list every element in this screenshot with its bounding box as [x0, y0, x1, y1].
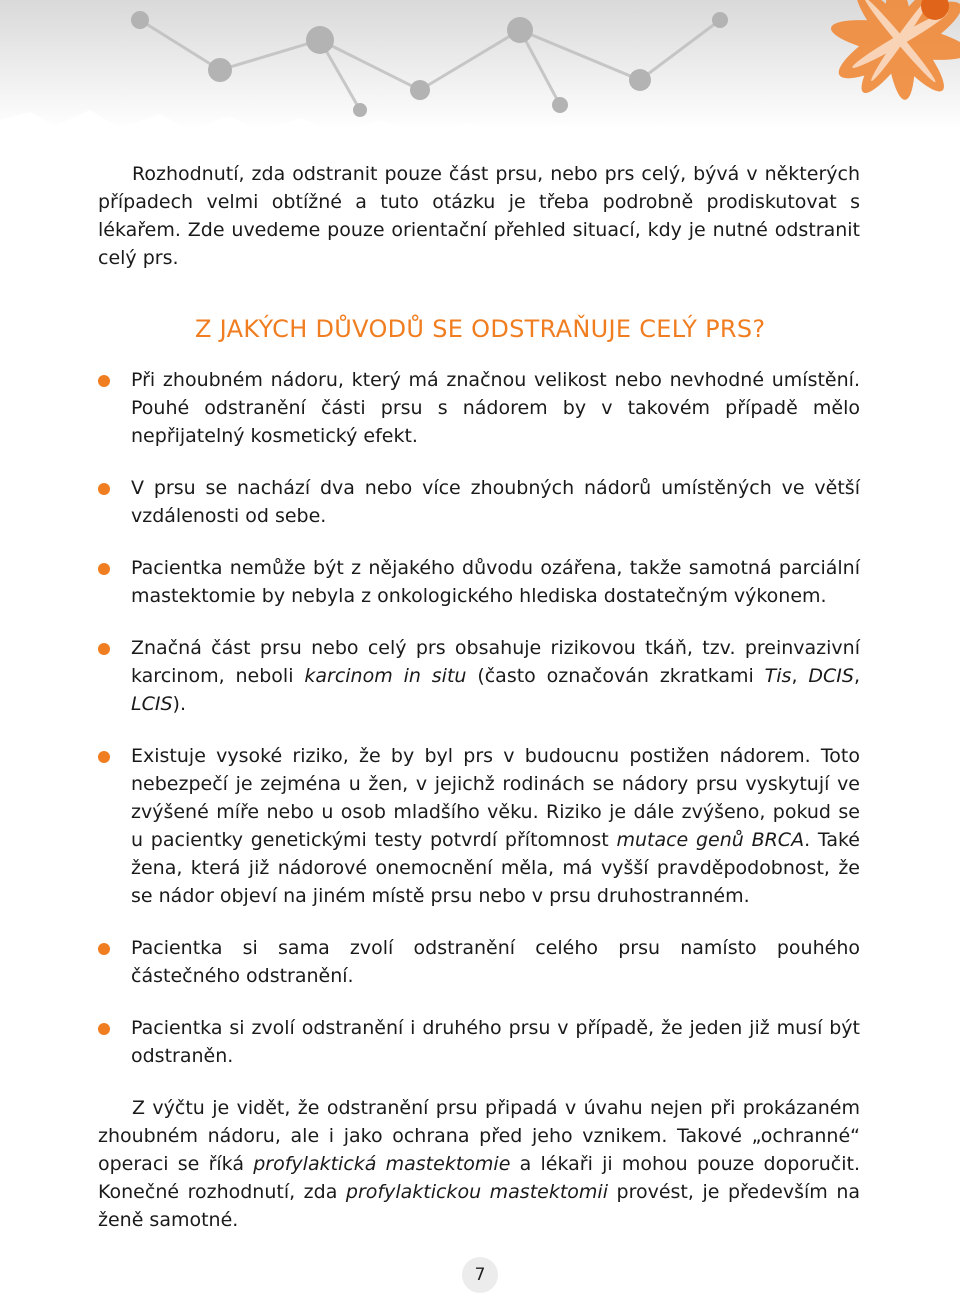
page-number: 7: [462, 1257, 498, 1293]
text-run: . Také žena, která již nádorové onemocnění měla, má vyšší pravděpodobnost, že se nádor objeví na jiném místě prsu nebo v prsu druhostranném.: [131, 829, 860, 907]
list-item: [98, 634, 860, 718]
bullet-dot-icon: [98, 751, 110, 763]
text-run: Z výčtu je vidět, že odstranění prsu připadá v úvahu nejen při prokázaném zhoubném nádoru, ale i jako ochrana před jeho vznikem. Takové „ochranné“ operaci se říká: [98, 1097, 860, 1175]
bullet-dot-icon: [98, 375, 110, 387]
italic-term: LCIS: [131, 693, 173, 715]
text-run: ).: [172, 693, 186, 715]
bullet-dot-icon: [98, 643, 110, 655]
bullet-dot-icon: [98, 483, 110, 495]
italic-term: profylaktická mastektomie: [253, 1153, 511, 1175]
header-decoration: [0, 0, 960, 170]
closing-paragraph: [98, 1094, 860, 1234]
bullet-dot-icon: [98, 1023, 110, 1035]
text-run: Existuje vysoké riziko, že by byl prs v budoucnu postižen nádorem. Toto nebezpečí je zejména u žen, v jejichž rodinách se nádory prsu vyskytují ve zvýšené míře nebo u osob mladšího věku. Riziko je dále zvýšeno, pokud se u pacientky genetickými testy potvrdí přítomnost: [131, 745, 860, 851]
text-run: a lékaři ji mohou pouze doporučit. Konečné rozhodnutí, zda: [98, 1153, 860, 1203]
list-item: [98, 474, 860, 530]
text-run: Pacientka si zvolí odstranění i druhého prsu v případě, že jeden již musí být odstraněn.: [131, 1017, 860, 1067]
list-item: [98, 1014, 860, 1070]
italic-term: DCIS: [808, 665, 854, 687]
section-title: Z JAKÝCH DŮVODŮ SE ODSTRAŇUJE CELÝ PRS?: [195, 315, 766, 343]
text-run: Pacientka si sama zvolí odstranění celého prsu namísto pouhého částečného odstranění.: [131, 937, 860, 987]
text-run: ,: [791, 665, 809, 687]
bullet-dot-icon: [98, 563, 110, 575]
list-item: [98, 742, 860, 910]
page-content: [98, 160, 860, 1234]
text-run: ,: [853, 665, 860, 687]
intro-paragraph: Rozhodnutí, zda odstranit pouze část prsu, nebo prs celý, bývá v některých případech velmi obtížné a tuto otázku je třeba podrobně prodiskutovat s lékařem. Zde uvedeme pouze orientační přehled situací, kdy je nutné odstranit celý prs.: [98, 163, 860, 269]
italic-term: profylaktickou mastektomii: [345, 1181, 608, 1203]
list-item: [98, 366, 860, 450]
list-item: [98, 934, 860, 990]
text-run: Značná část prsu nebo celý prs obsahuje rizikovou tkáň, tzv. preinvazivní karcinom, neboli: [131, 637, 860, 687]
italic-term: karcinom in situ: [304, 665, 467, 687]
italic-term: mutace genů BRCA: [616, 829, 805, 851]
italic-term: Tis: [764, 665, 792, 687]
text-run: Při zhoubném nádoru, který má značnou velikost nebo nevhodné umístění. Pouhé odstranění části prsu s nádorem by v takovém případě mělo nepřijatelný kosmetický efekt.: [131, 369, 860, 447]
bullet-dot-icon: [98, 943, 110, 955]
reasons-list: [98, 366, 860, 1070]
list-item: [98, 554, 860, 610]
text-run: V prsu se nachází dva nebo více zhoubných nádorů umístěných ve větší vzdálenosti od sebe.: [131, 477, 860, 527]
text-run: provést, je především na ženě samotné.: [98, 1181, 860, 1231]
text-run: Pacientka nemůže být z nějakého důvodu ozářena, takže samotná parciální mastektomie by nebyla z onkologického hlediska dostatečným výkonem.: [131, 557, 860, 607]
text-run: (často označován zkratkami: [466, 665, 765, 687]
